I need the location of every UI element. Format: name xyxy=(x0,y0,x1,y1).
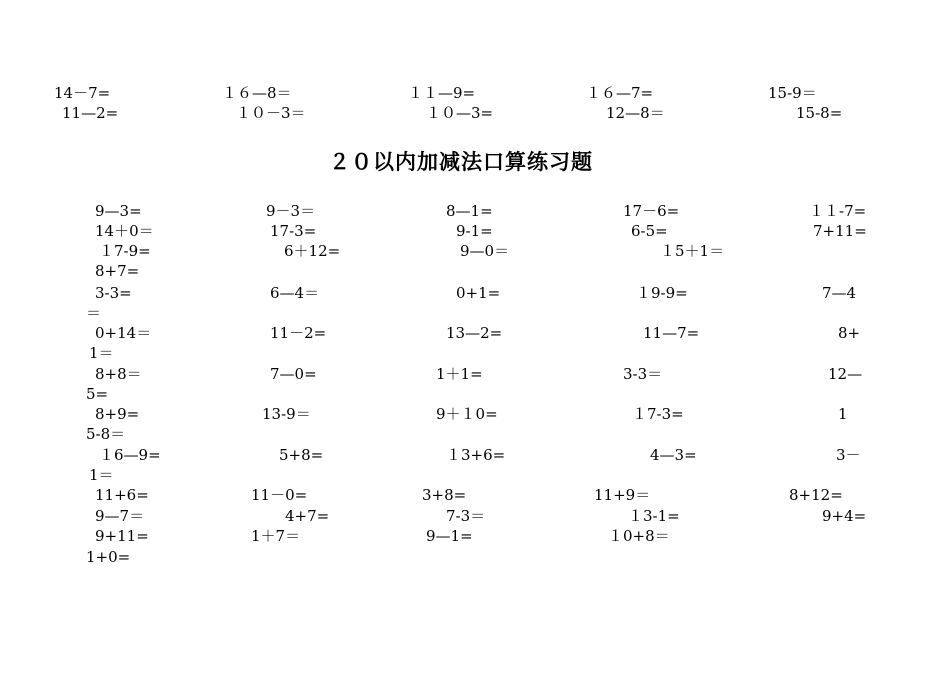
problem: 1＝ xyxy=(89,466,114,484)
problem: 11+6= xyxy=(95,486,149,504)
problem: １６—8＝ xyxy=(222,84,292,102)
problem: １9-9= xyxy=(636,284,688,302)
problem: 17－6= xyxy=(623,202,680,220)
problem: 6-5= xyxy=(631,222,668,240)
problem: １１—9= xyxy=(408,84,476,102)
problem-row xyxy=(0,103,950,123)
problem: １3-1= xyxy=(628,507,680,525)
problem: 1＋7＝ xyxy=(251,527,301,545)
problem: 4+7= xyxy=(285,507,330,525)
problem: 7—4 xyxy=(822,284,857,302)
problem: 1＋1= xyxy=(436,365,483,383)
problem-row xyxy=(0,485,950,505)
problem: 9—7＝ xyxy=(95,507,145,525)
problem-row xyxy=(0,526,950,546)
problem: 6＋12= xyxy=(284,242,341,260)
problem: 4—3= xyxy=(650,446,697,464)
problem: 15-8= xyxy=(796,104,843,122)
problem: 9—0＝ xyxy=(460,242,510,260)
problem: １6—9= xyxy=(99,446,161,464)
problem: １0+8＝ xyxy=(608,527,670,545)
problem: ＝ xyxy=(86,304,102,322)
problem: 9+11= xyxy=(95,527,149,545)
problem: 9—3= xyxy=(95,202,142,220)
problem-row xyxy=(0,303,950,323)
problem-row xyxy=(0,384,950,404)
problem: 1＝ xyxy=(89,344,114,362)
problem: 15-9＝ xyxy=(768,84,817,102)
problem-row xyxy=(0,424,950,444)
problem: 7+11= xyxy=(813,222,867,240)
problem: 3－ xyxy=(836,446,861,464)
problem-row xyxy=(0,445,950,465)
problem: 5-8＝ xyxy=(86,425,126,443)
problem: 17-3= xyxy=(270,222,317,240)
problem-row xyxy=(0,547,950,567)
page-title: ２０以内加减法口算练习题 xyxy=(329,150,593,174)
problem: 0+14＝ xyxy=(95,324,152,342)
problem: 11－2= xyxy=(270,324,327,342)
problem-row xyxy=(0,343,950,363)
problem: 3+8= xyxy=(422,486,467,504)
problem: １０－3＝ xyxy=(236,104,306,122)
problem: １６—7= xyxy=(586,84,654,102)
problem: 7-3＝ xyxy=(446,507,486,525)
problem: １０—3= xyxy=(426,104,494,122)
problem-row xyxy=(0,283,950,303)
problem-row xyxy=(0,404,950,424)
problem: 9-1= xyxy=(456,222,493,240)
problem: 12— xyxy=(828,365,863,383)
problem: 5+8= xyxy=(279,446,324,464)
problem: １7-9= xyxy=(99,242,151,260)
problem: 9－3＝ xyxy=(266,202,316,220)
problem: 8+ xyxy=(838,324,861,342)
problem: 1+0= xyxy=(86,548,131,566)
problem: 0+1= xyxy=(456,284,501,302)
problem-row xyxy=(0,83,950,103)
problem-row xyxy=(0,323,950,343)
problem-row xyxy=(0,221,950,241)
problem: 8+9= xyxy=(95,405,140,423)
problem: 8—1= xyxy=(446,202,493,220)
problem: 11—2= xyxy=(62,104,119,122)
problem: 9＋１0= xyxy=(436,405,498,423)
problem-row xyxy=(0,241,950,261)
problem: １7-3= xyxy=(632,405,684,423)
problem: 11—7= xyxy=(643,324,700,342)
problem: 8+12= xyxy=(789,486,843,504)
problem: 8+7= xyxy=(95,262,140,280)
problem: 12—8＝ xyxy=(606,104,665,122)
problem: 6—4＝ xyxy=(270,284,320,302)
problem-row xyxy=(0,201,950,221)
problem: 14＋0＝ xyxy=(95,222,154,240)
problem: １3+6= xyxy=(446,446,506,464)
problem: １5＋1＝ xyxy=(660,242,725,260)
problem: １１-7= xyxy=(809,202,867,220)
problem: 9—1= xyxy=(426,527,473,545)
problem-row xyxy=(0,364,950,384)
problem: 14－7= xyxy=(54,84,111,102)
problem: 9+4= xyxy=(822,507,867,525)
problem: 8+8＝ xyxy=(95,365,142,383)
problem: 11－0= xyxy=(251,486,308,504)
problem: 5= xyxy=(86,385,109,403)
problem: 7—0= xyxy=(270,365,317,383)
problem-row xyxy=(0,261,950,281)
problem: 3-3＝ xyxy=(623,365,663,383)
problem: 13—2= xyxy=(446,324,503,342)
problem: 13-9＝ xyxy=(262,405,311,423)
problem-row xyxy=(0,465,950,485)
problem-row xyxy=(0,506,950,526)
problem: 11+9＝ xyxy=(594,486,651,504)
problem: 3-3= xyxy=(95,284,132,302)
problem: 1 xyxy=(838,405,848,423)
